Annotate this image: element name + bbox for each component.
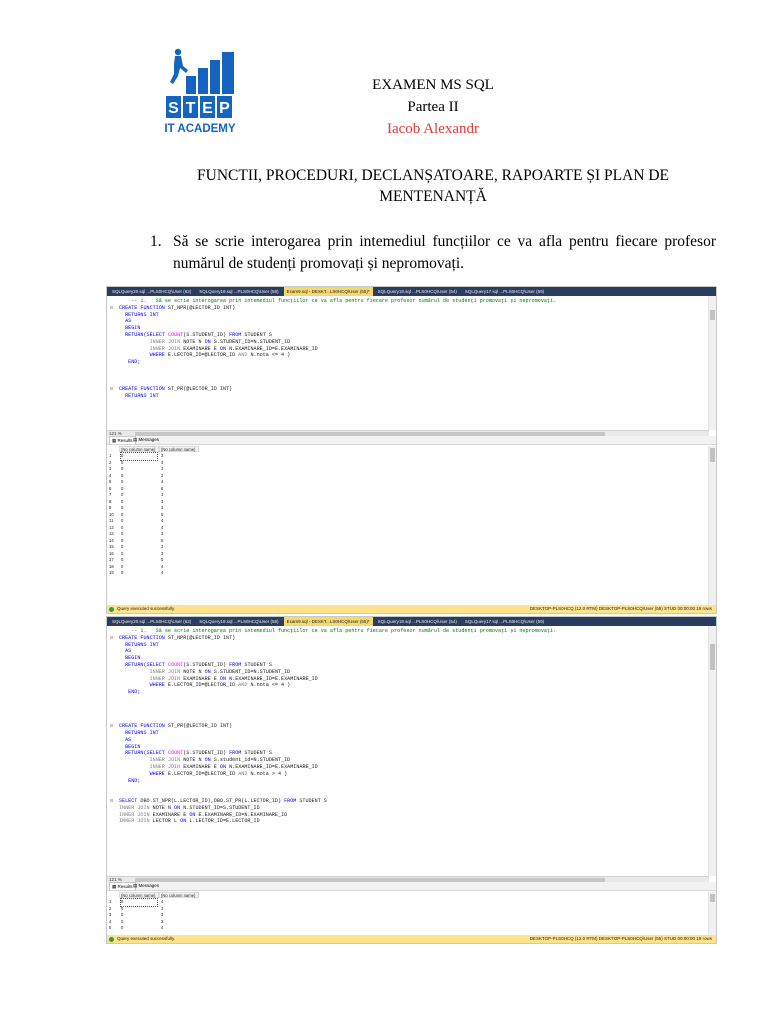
code-token: ON xyxy=(204,338,211,345)
query-tab[interactable]: SQLQuery18.sql ...PLS0HCQ\User (54) xyxy=(377,619,457,624)
code-line xyxy=(119,346,318,353)
collapse-marker-icon[interactable]: ⊟ xyxy=(110,723,114,730)
code-token: INNER JOIN xyxy=(119,811,150,818)
code-token: AND xyxy=(238,770,248,777)
code-token: FROM xyxy=(229,750,242,757)
row-number: 1 xyxy=(109,453,112,458)
row-number: 17 xyxy=(109,557,114,562)
code-token: N.STUDENT_ID=S.STUDENT_ID xyxy=(180,804,260,811)
column-header[interactable]: (No column name) xyxy=(119,892,159,898)
results-scrollbar[interactable] xyxy=(708,892,716,935)
cell-value[interactable]: 2 xyxy=(161,544,164,549)
cell-value[interactable]: 4 xyxy=(161,479,164,484)
vertical-scrollbar[interactable] xyxy=(708,626,716,876)
code-token: RETURNS INT xyxy=(119,730,159,736)
code-token: INNER JOIN xyxy=(149,345,181,352)
row-number: 2 xyxy=(109,905,112,911)
cell-value[interactable]: 3 xyxy=(161,498,164,504)
code-token: (S.STUDENT_ID) xyxy=(183,662,230,668)
code-token xyxy=(119,339,150,345)
code-token: COUNT xyxy=(167,750,184,757)
results-grid xyxy=(107,446,709,605)
collapse-marker-icon[interactable]: ⊟ xyxy=(110,386,114,393)
code-token: INNER JOIN xyxy=(149,757,181,764)
row-number: 16 xyxy=(109,550,114,556)
code-line xyxy=(119,682,290,689)
code-token: INNER JOIN xyxy=(149,675,181,682)
code-token: STUDENT S xyxy=(241,750,272,757)
row-number: 3 xyxy=(109,466,112,471)
code-token xyxy=(119,757,150,763)
code-line xyxy=(119,805,260,812)
code-token: ON xyxy=(189,811,196,818)
cell-value[interactable]: 0 xyxy=(121,905,124,911)
success-check-icon xyxy=(109,607,114,612)
code-token: NOTE N xyxy=(180,668,205,675)
code-token: EXAMINARE E xyxy=(180,764,220,770)
code-token: SELECT xyxy=(119,798,138,804)
cell-value[interactable]: 3 xyxy=(161,492,164,497)
step-academy-logo xyxy=(164,46,238,138)
cell-value[interactable]: 4 xyxy=(161,563,164,569)
code-token: ( xyxy=(143,750,147,757)
svg-text:T: T xyxy=(185,100,196,117)
code-token: E.LECTOR_ID=@LECTOR_ID xyxy=(164,352,239,359)
cell-value[interactable]: 0 xyxy=(121,563,124,569)
code-line xyxy=(119,386,232,393)
author-name: Iacob Alexandr xyxy=(386,121,480,137)
results-scrollbar[interactable] xyxy=(708,446,716,605)
code-token: ON xyxy=(204,668,211,675)
code-token: SELECT xyxy=(146,750,165,757)
column-header[interactable]: (No column name) xyxy=(159,446,199,452)
row-number: 19 xyxy=(109,570,114,575)
code-line xyxy=(119,757,290,764)
cell-value[interactable]: 0 xyxy=(121,498,124,504)
code-token: EXAMINARE E xyxy=(180,675,220,682)
cell-value[interactable]: 3 xyxy=(161,453,164,458)
code-token: ON xyxy=(219,345,227,352)
query-tab[interactable]: SQLQuery20.sql ...PLS0HCQ\User (62) xyxy=(112,289,192,294)
code-token: N.nota <= 4 ) xyxy=(247,682,291,689)
question-1 xyxy=(150,231,716,275)
query-tab[interactable]: SQLQuery18.sql ...PLS0HCQ\User (54) xyxy=(377,289,457,294)
code-token: (S.STUDENT_ID) xyxy=(183,332,230,338)
code-token: S.STUDENT_ID=N.STUDENT_ID xyxy=(210,338,291,345)
code-token: NOTE N xyxy=(180,338,205,345)
cell-value[interactable]: 0 xyxy=(121,505,124,510)
code-token: INNER JOIN xyxy=(119,818,150,825)
cell-value[interactable]: 0 xyxy=(121,899,157,906)
row-number: 6 xyxy=(109,485,112,491)
code-token: ON xyxy=(174,804,181,811)
code-token: LECTOR L xyxy=(149,818,181,825)
code-line xyxy=(119,642,159,649)
code-token: CREATE FUNCTION xyxy=(119,304,165,311)
code-token: AND xyxy=(238,682,248,689)
code-token xyxy=(119,771,150,777)
code-token: CREATE FUNCTION xyxy=(119,723,165,730)
code-token: S.STUDENT_ID=N.STUDENT_ID xyxy=(210,668,291,675)
code-token: SELECT xyxy=(146,332,165,338)
row-number: 1 xyxy=(109,899,112,904)
row-number: 5 xyxy=(109,925,112,930)
row-number: 4 xyxy=(109,918,112,924)
code-token: ON xyxy=(219,764,227,770)
code-token: WHERE xyxy=(149,352,165,359)
cell-value[interactable]: 3 xyxy=(161,918,164,924)
code-token: N.nota <= 4 ) xyxy=(247,352,291,359)
code-lines xyxy=(119,298,709,430)
cell-value[interactable]: 3 xyxy=(161,550,164,556)
code-token: ON xyxy=(219,675,227,682)
code-token: RETURNS INT xyxy=(119,393,159,400)
it-academy-text: IT ACADEMY xyxy=(164,123,236,135)
code-line xyxy=(119,778,140,785)
column-header[interactable]: (No column name) xyxy=(119,446,159,452)
code-line xyxy=(119,312,159,319)
scrollbar-thumb[interactable] xyxy=(710,448,715,462)
cell-value[interactable]: 5 xyxy=(161,537,164,543)
code-line xyxy=(119,339,290,346)
code-token: AS xyxy=(119,318,132,325)
code-token: AS xyxy=(119,736,132,743)
status-bar xyxy=(107,605,716,613)
collapse-marker-icon[interactable]: ⊟ xyxy=(110,798,114,804)
cell-value[interactable]: 4 xyxy=(161,518,164,523)
query-tab[interactable]: Exam9.sql - DESKT...LS0HCQ\User (55)* xyxy=(284,617,373,626)
cell-value[interactable]: 0 xyxy=(121,459,124,465)
cell-value[interactable]: 4 xyxy=(161,899,164,904)
code-line xyxy=(119,737,131,744)
row-number: 11 xyxy=(109,518,114,523)
code-token: RETURNS INT xyxy=(119,311,159,318)
connection-info: DESKTOP-PLS0HCQ (12.0 RTM) DESKTOP-PLS0HCQ\User (55) STUD 00:00:00 19 rows xyxy=(529,606,712,611)
code-line xyxy=(119,689,140,696)
code-token xyxy=(119,764,150,770)
row-number: 9 xyxy=(109,505,112,510)
success-check-icon xyxy=(109,937,114,942)
exam-part: Partea II xyxy=(407,99,459,115)
table-row[interactable] xyxy=(107,570,199,577)
code-line xyxy=(119,676,318,683)
code-token xyxy=(119,669,150,675)
results-tabs xyxy=(107,436,716,445)
code-token: END; xyxy=(119,777,141,784)
row-number: 10 xyxy=(109,511,114,517)
code-line xyxy=(119,305,235,312)
code-lines xyxy=(119,628,709,876)
cell-value[interactable]: 0 xyxy=(121,466,124,471)
cell-value[interactable]: 0 xyxy=(121,544,124,549)
status-message: Query executed successfully. xyxy=(117,936,176,941)
code-token: BEGIN xyxy=(119,743,141,750)
code-token: END; xyxy=(119,359,141,366)
document-title: FUNCTII, PROCEDURI, DECLANȘATOARE, RAPOARTE ȘI PLAN DE MENTENANȚĂ xyxy=(197,167,669,205)
messages-tab[interactable]: ▤ Messages xyxy=(133,883,160,888)
code-token: STUDENT S xyxy=(296,798,327,804)
row-number: 14 xyxy=(109,537,114,543)
code-token: END; xyxy=(119,689,141,696)
code-token: ST_PR(@LECTOR_ID INT) xyxy=(164,386,233,393)
code-token: ( xyxy=(143,662,147,668)
row-number: 4 xyxy=(109,472,112,478)
code-token: E.LECTOR_ID=@LECTOR_ID xyxy=(164,770,239,777)
row-number: 2 xyxy=(109,459,112,465)
code-token: DBO.ST_NPR(L.LECTOR_ID),DBO.ST_PR(L.LECTOR_ID) xyxy=(137,798,285,804)
code-token: CREATE FUNCTION xyxy=(119,386,165,393)
collapse-marker-icon[interactable]: ⊟ xyxy=(110,304,114,311)
cell-value[interactable]: 3 xyxy=(161,531,164,536)
cell-value[interactable]: 0 xyxy=(121,557,124,562)
code-token: RETURN xyxy=(119,332,144,338)
code-line xyxy=(119,628,556,635)
scrollbar-thumb[interactable] xyxy=(710,310,715,320)
code-line xyxy=(119,812,287,819)
cell-value[interactable]: 6 xyxy=(161,485,164,491)
code-token: EXAMINARE E xyxy=(149,811,190,818)
code-line xyxy=(119,744,140,751)
zoom-level[interactable]: 121 % xyxy=(109,431,122,436)
document-tabs xyxy=(107,287,716,296)
code-token: S.student_id=N.STUDENT_ID xyxy=(210,757,291,764)
code-line xyxy=(119,655,140,662)
code-line xyxy=(119,359,140,366)
code-token: STUDENT S xyxy=(241,332,272,338)
cell-value[interactable]: 5 xyxy=(161,557,164,562)
code-token: E.EXAMINARE_ID=N.EXAMINARE_ID xyxy=(195,811,288,818)
code-token: CREATE FUNCTION xyxy=(119,634,165,641)
code-token: INNER JOIN xyxy=(119,804,150,811)
code-line xyxy=(119,798,327,805)
cell-value[interactable]: 5 xyxy=(161,511,164,517)
code-token: BEGIN xyxy=(119,655,141,662)
code-token: ON xyxy=(204,757,211,764)
cell-value[interactable]: 4 xyxy=(161,925,164,930)
cell-value[interactable]: 0 xyxy=(121,472,124,478)
cell-value[interactable]: 0 xyxy=(121,524,124,530)
cell-value[interactable]: 0 xyxy=(121,485,124,491)
code-line xyxy=(119,669,290,676)
cell-value[interactable]: 3 xyxy=(161,466,164,471)
table-row[interactable] xyxy=(107,925,199,932)
code-line xyxy=(119,332,272,339)
cell-value[interactable]: 0 xyxy=(121,925,124,930)
code-token xyxy=(119,352,150,358)
connection-info: DESKTOP-PLS0HCQ (12.0 RTM) DESKTOP-PLS0HCQ\User (55) STUD 00:00:00 19 rows xyxy=(529,936,712,941)
code-token: STUDENT S xyxy=(241,662,272,668)
svg-text:P: P xyxy=(219,100,230,117)
row-number: 13 xyxy=(109,531,114,536)
vertical-scrollbar[interactable] xyxy=(708,296,716,430)
code-token: ST_NPR(@LECTOR_ID INT) xyxy=(164,304,236,311)
code-token: FROM xyxy=(284,798,297,804)
ssms-screenshot-1 xyxy=(106,286,717,614)
code-token: N.EXAMINARE_ID=E.EXAMINARE_ID xyxy=(226,675,318,682)
code-token: RETURN xyxy=(119,662,144,668)
code-line xyxy=(119,325,140,332)
cell-value[interactable]: 0 xyxy=(121,537,124,543)
results-grid xyxy=(107,892,709,935)
ssms-screenshot-2 xyxy=(106,616,717,944)
staircase-icon xyxy=(170,49,234,94)
code-token: ST_NPR(@LECTOR_ID INT) xyxy=(164,634,236,641)
code-token: INNER JOIN xyxy=(149,764,181,770)
code-line xyxy=(119,352,290,359)
code-token: WHERE xyxy=(149,682,165,689)
row-number: 8 xyxy=(109,498,112,504)
cell-value[interactable]: 0 xyxy=(121,550,124,556)
cell-value[interactable]: 2 xyxy=(161,472,164,478)
code-token xyxy=(119,682,150,688)
code-editor[interactable] xyxy=(107,626,709,876)
query-tab[interactable]: SQLQuery17.sql ...PLS0HCQ\User (59) xyxy=(464,619,545,624)
code-editor[interactable] xyxy=(107,296,709,430)
svg-text:S: S xyxy=(168,100,179,117)
cell-value[interactable]: 0 xyxy=(121,511,124,517)
query-tab[interactable]: SQLQuery17.sql ...PLS0HCQ\User (59) xyxy=(464,289,545,294)
code-line xyxy=(119,723,232,730)
code-token: ( xyxy=(143,332,147,338)
cell-value[interactable]: 0 xyxy=(121,570,124,575)
row-number: 3 xyxy=(109,912,112,917)
code-line xyxy=(119,318,131,325)
code-line xyxy=(119,298,556,305)
code-token: SELECT xyxy=(146,662,165,668)
code-token: -- 1. Să se scrie interogarea prin intemediul funcțiilor ce va afla pentru fiecare profesor numărul de studenți promovați și nepromovați. xyxy=(119,298,557,304)
zoom-level[interactable]: 121 % xyxy=(109,877,122,882)
code-token: WHERE xyxy=(149,770,165,777)
query-tab[interactable]: SQLQuery20.sql ...PLS0HCQ\User (62) xyxy=(112,619,192,624)
step-letters xyxy=(166,96,232,118)
code-line xyxy=(119,818,260,825)
code-line xyxy=(119,635,235,642)
code-token: FROM xyxy=(229,662,242,668)
code-line xyxy=(119,764,318,771)
row-number: 7 xyxy=(109,492,112,497)
code-token: (S.STUDENT_ID) xyxy=(183,750,230,757)
query-tab[interactable]: SQLQuery19.sql ...PLS0HCQ\User (58) xyxy=(199,289,279,294)
code-token: ST_PR(@LECTOR_ID INT) xyxy=(164,723,233,730)
code-line xyxy=(119,393,159,400)
cell-value[interactable]: 0 xyxy=(121,912,124,917)
code-token: N.EXAMINARE_ID=E.EXAMINARE_ID xyxy=(226,345,318,352)
code-token: COUNT xyxy=(167,662,184,668)
code-token: ON xyxy=(180,818,187,825)
status-message: Query executed successfully. xyxy=(117,606,176,611)
code-line xyxy=(119,730,159,737)
cell-value[interactable]: 0 xyxy=(121,918,124,924)
code-token xyxy=(119,676,150,682)
code-line xyxy=(119,648,131,655)
cell-value[interactable]: 0 xyxy=(121,518,124,523)
code-token: L.LECTOR_ID=E.LECTOR_ID xyxy=(186,818,260,825)
cell-value[interactable]: 3 xyxy=(161,905,164,911)
code-token: FROM xyxy=(229,332,242,338)
code-token: INNER JOIN xyxy=(149,668,181,675)
code-token: AND xyxy=(238,352,248,359)
code-token: RETURN xyxy=(119,750,144,757)
code-token: N.nota > 4 ) xyxy=(247,770,288,777)
cell-value[interactable]: 0 xyxy=(121,453,157,460)
scrollbar-thumb[interactable] xyxy=(710,894,715,902)
collapse-marker-icon[interactable]: ⊟ xyxy=(110,634,114,641)
code-token xyxy=(119,346,150,352)
results-tabs xyxy=(107,882,716,891)
column-header[interactable]: (No column name) xyxy=(159,892,199,898)
svg-text:E: E xyxy=(202,100,213,117)
cell-value[interactable]: 0 xyxy=(121,531,124,536)
row-number: 15 xyxy=(109,544,114,549)
messages-tab[interactable]: ▤ Messages xyxy=(133,437,160,442)
cell-value[interactable]: 3 xyxy=(161,505,164,510)
cell-value[interactable]: 0 xyxy=(121,492,124,497)
question-text: Să se scrie interogarea prin intemediul funcțiilor ce va afla pentru fiecare profesor numărul de studenți promovați și nepromovați. xyxy=(173,233,716,272)
cell-value[interactable]: 0 xyxy=(121,479,124,484)
document-tabs xyxy=(107,617,716,626)
code-token: BEGIN xyxy=(119,325,141,332)
code-token: N.EXAMINARE_ID=E.EXAMINARE_ID xyxy=(226,764,318,770)
question-number: 1. xyxy=(150,233,162,250)
cell-value[interactable]: 4 xyxy=(161,524,164,530)
cell-value[interactable]: 4 xyxy=(161,570,164,575)
code-token: AS xyxy=(119,648,132,655)
query-tab[interactable]: Exam9.sql - DESKT...LS0HCQ\User (55)* xyxy=(284,287,373,296)
code-line xyxy=(119,750,272,757)
results-tab[interactable]: ▦ Results xyxy=(109,882,136,890)
cell-value[interactable]: 3 xyxy=(161,912,164,917)
query-tab[interactable]: SQLQuery19.sql ...PLS0HCQ\User (58) xyxy=(199,619,279,624)
row-number: 5 xyxy=(109,479,112,484)
results-tab[interactable]: ▦ Results xyxy=(109,436,136,444)
code-token: COUNT xyxy=(167,332,184,338)
code-token: E.LECTOR_ID=@LECTOR_ID xyxy=(164,682,239,689)
scrollbar-thumb[interactable] xyxy=(710,644,715,670)
code-token: NOTE N xyxy=(149,804,175,811)
code-token: EXAMINARE E xyxy=(180,345,220,352)
code-token: INNER JOIN xyxy=(149,338,181,345)
code-token: RETURNS INT xyxy=(119,641,159,648)
row-number: 18 xyxy=(109,563,114,569)
exam-title: EXAMEN MS SQL xyxy=(372,77,494,93)
code-token: NOTE N xyxy=(180,757,205,764)
cell-value[interactable]: 3 xyxy=(161,459,164,465)
row-number: 12 xyxy=(109,524,114,530)
status-bar xyxy=(107,935,716,943)
code-line xyxy=(119,662,272,669)
code-line xyxy=(119,771,287,778)
code-token: -- 1. Să se scrie interogarea prin intemediul funcțiilor ce va afla pentru fiecare profesor numărul de studenți promovați și nepromovați. xyxy=(119,628,557,634)
